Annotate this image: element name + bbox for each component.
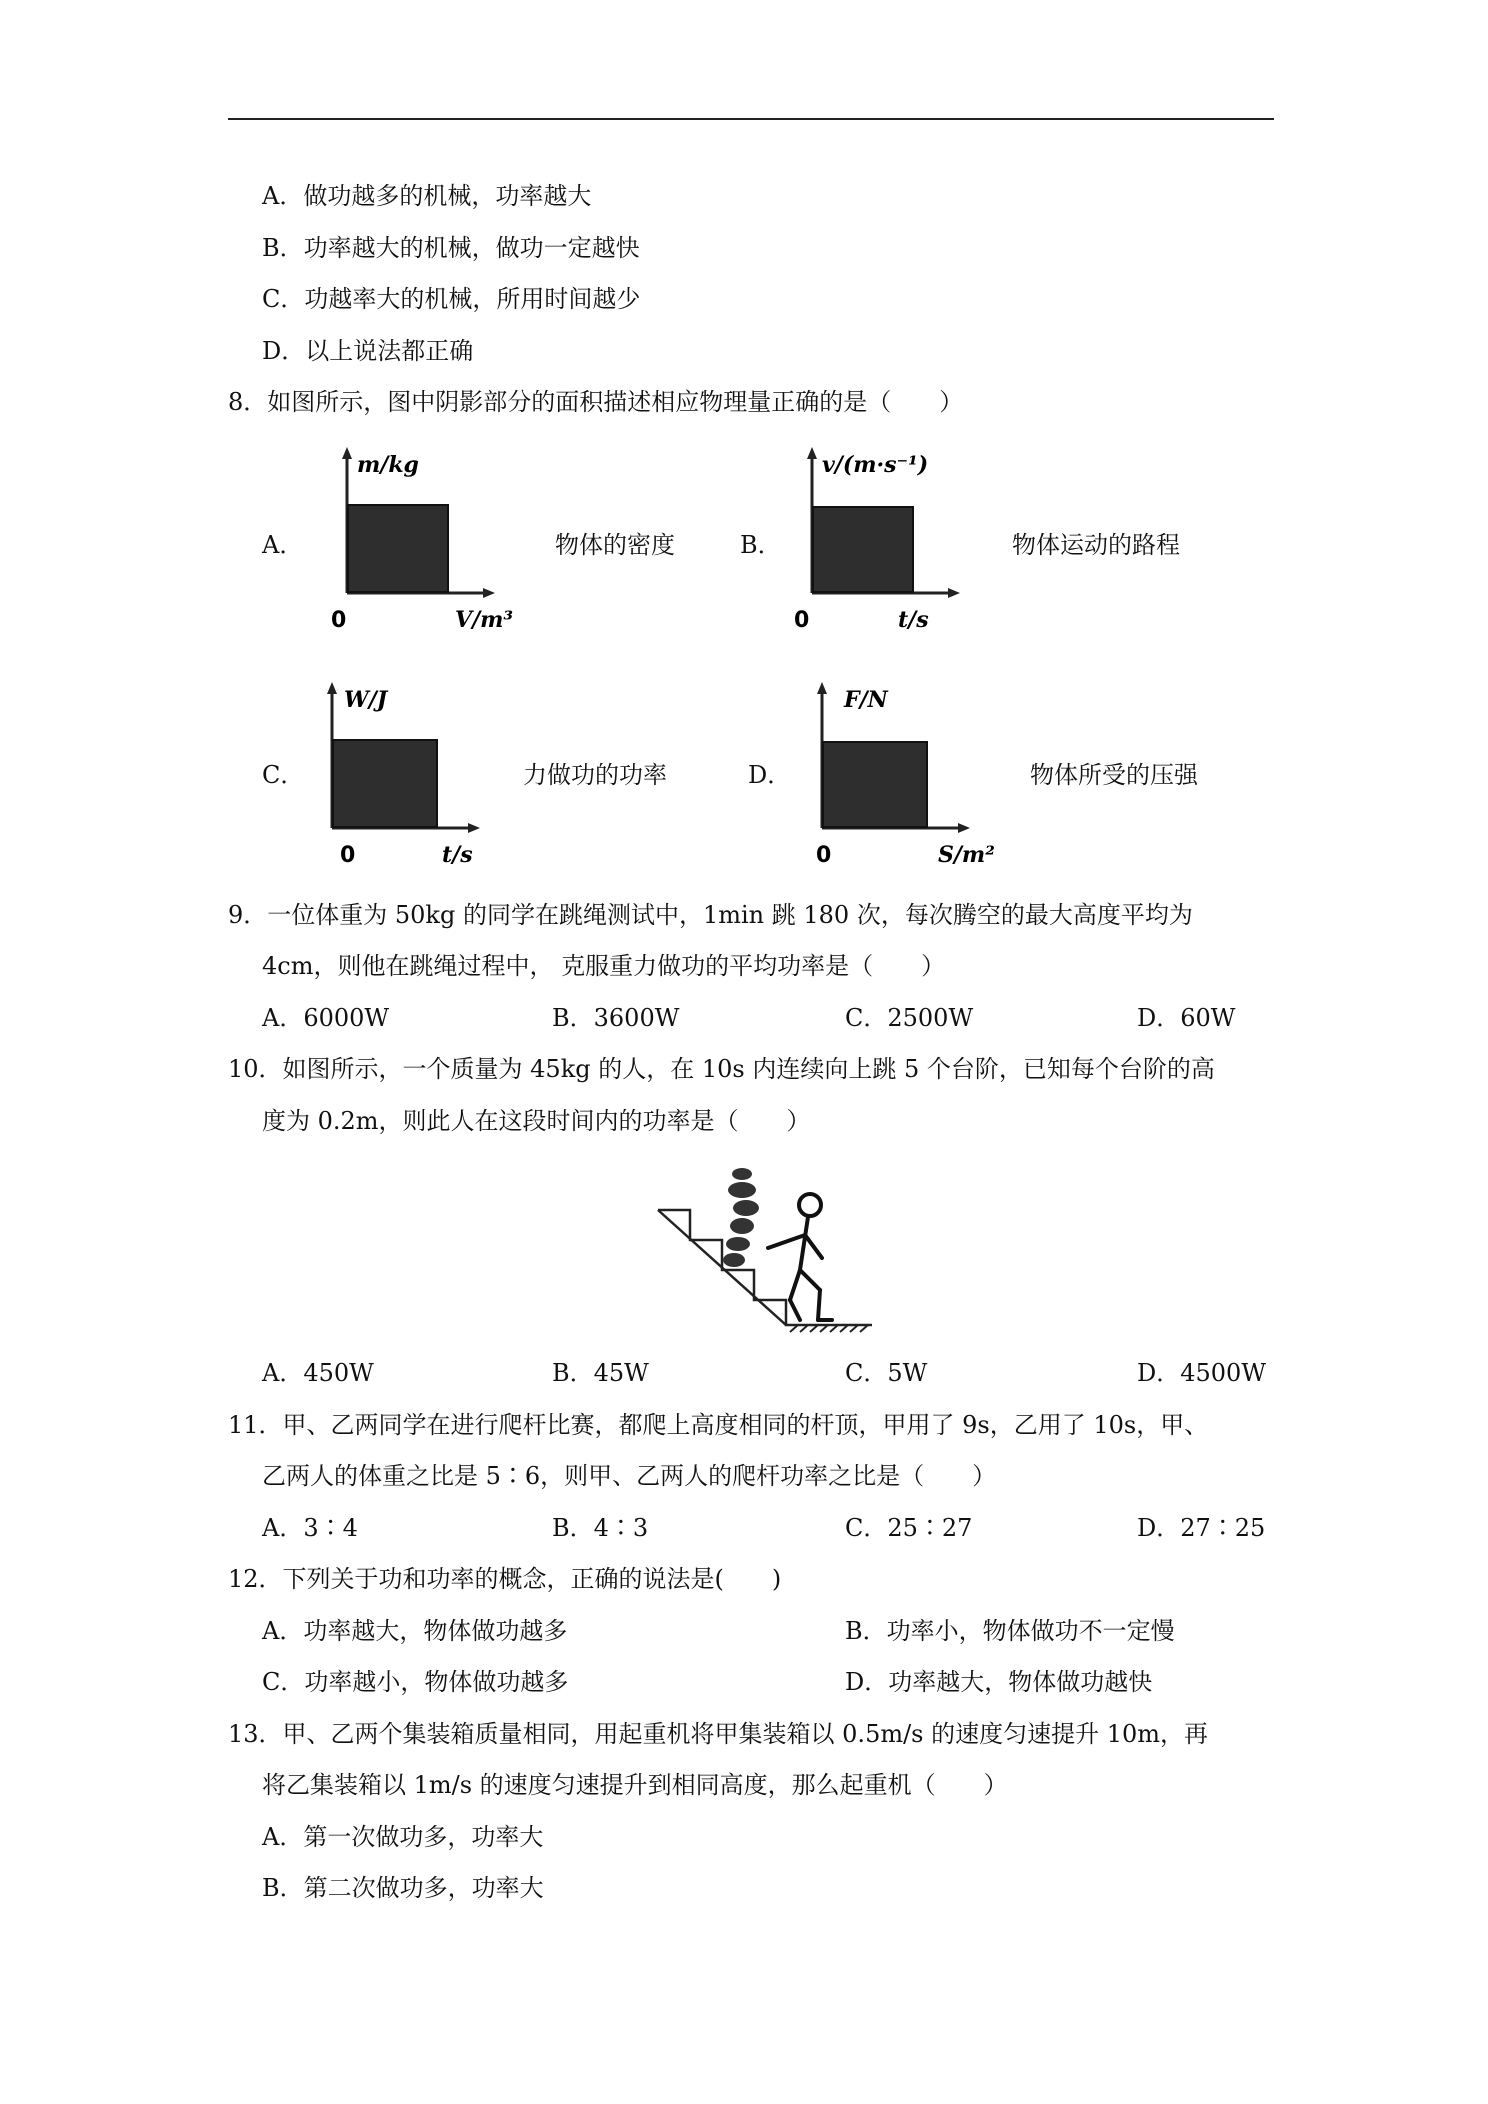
q12-option-b[interactable]: B．功率小，物体做功不一定慢 [845, 1617, 1175, 1645]
q10-option-b[interactable]: B．45W [552, 1359, 649, 1387]
graph-a-xlabel: V/m³ [455, 607, 514, 633]
q9-option-c[interactable]: C．2500W [845, 1004, 974, 1032]
q8-option-b-letter[interactable]: B． [740, 531, 782, 559]
graph-d-ylabel: F/N [844, 687, 888, 713]
q11-stem-line1: 11．甲、乙两同学在进行爬杆比赛，都爬上高度相同的杆顶，甲用了 9s，乙用了 10s，甲、 [228, 1411, 1209, 1439]
graph-b-zero: 0 [794, 608, 810, 633]
graph-b-ylabel: v/(m·s⁻¹) [822, 452, 929, 478]
q10-option-c[interactable]: C．5W [845, 1359, 928, 1387]
q7-option-b[interactable]: B．功率越大的机械，做功一定越快 [262, 234, 640, 262]
q9-stem-line2: 4cm，则他在跳绳过程中， 克服重力做功的平均功率是（ ） [262, 952, 946, 980]
graph-c-ylabel: W/J [344, 687, 388, 713]
graph-d-xlabel: S/m² [938, 842, 995, 868]
q8-graph-a-caption: 物体的密度 [555, 531, 675, 559]
q7-option-c[interactable]: C．功越率大的机械，所用时间越少 [262, 285, 641, 313]
graph-b-xlabel: t/s [898, 607, 929, 633]
q8-stem: 8．如图所示，图中阴影部分的面积描述相应物理量正确的是（ ） [228, 388, 964, 416]
q12-option-a[interactable]: A．功率越大，物体做功越多 [262, 1617, 568, 1645]
q10-option-d[interactable]: D．4500W [1137, 1359, 1266, 1387]
header-rule [228, 118, 1274, 120]
q8-option-d-letter[interactable]: D． [748, 761, 792, 789]
q11-option-c[interactable]: C．25∶27 [845, 1514, 973, 1542]
q8-graph-b-caption: 物体运动的路程 [1012, 531, 1180, 559]
q11-option-a[interactable]: A．3∶4 [262, 1514, 358, 1542]
q8-option-c-letter[interactable]: C． [262, 761, 305, 789]
q12-option-d[interactable]: D．功率越大，物体做功越快 [845, 1668, 1153, 1696]
q10-stem-line1: 10．如图所示，一个质量为 45kg 的人，在 10s 内连续向上跳 5 个台阶，已知每个台阶的高 [228, 1055, 1215, 1083]
q11-stem-line2: 乙两人的体重之比是 5∶6，则甲、乙两人的爬杆功率之比是（ ） [262, 1462, 997, 1490]
graph-c-xlabel: t/s [442, 842, 473, 868]
q13-option-b[interactable]: B．第二次做功多，功率大 [262, 1874, 544, 1902]
q13-stem-line2: 将乙集装箱以 1m/s 的速度匀速提升到相同高度，那么起重机（ ） [262, 1771, 1008, 1799]
q8-graph-b [780, 445, 1000, 635]
q10-stem-line2: 度为 0.2m，则此人在这段时间内的功率是（ ） [262, 1107, 811, 1135]
q12-stem: 12．下列关于功和功率的概念，正确的说法是( ) [228, 1565, 782, 1593]
q9-option-d[interactable]: D．60W [1137, 1004, 1236, 1032]
q8-graph-d [790, 680, 1010, 870]
q9-option-b[interactable]: B．3600W [552, 1004, 680, 1032]
q10-option-a[interactable]: A．450W [262, 1359, 374, 1387]
q9-option-a[interactable]: A．6000W [262, 1004, 390, 1032]
q7-option-d[interactable]: D．以上说法都正确 [262, 337, 474, 365]
graph-a-ylabel: m/kg [357, 452, 419, 478]
q13-option-a[interactable]: A．第一次做功多，功率大 [262, 1823, 544, 1851]
q8-graph-a [315, 445, 535, 635]
q8-graph-d-caption: 物体所受的压强 [1030, 761, 1198, 789]
graph-d-zero: 0 [816, 843, 832, 868]
q7-option-a[interactable]: A．做功越多的机械，功率越大 [262, 182, 592, 210]
q11-option-b[interactable]: B．4∶3 [552, 1514, 649, 1542]
q8-option-a-letter[interactable]: A． [262, 531, 304, 559]
q9-stem-line1: 9．一位体重为 50kg 的同学在跳绳测试中，1min 跳 180 次，每次腾空的最大高度平均为 [228, 901, 1193, 929]
graph-a-zero: 0 [331, 608, 347, 633]
q8-graph-c [300, 680, 520, 870]
q8-graph-c-caption: 力做功的功率 [523, 761, 667, 789]
stairs-jumper-figure [650, 1160, 880, 1335]
graph-c-zero: 0 [340, 843, 356, 868]
q13-stem-line1: 13．甲、乙两个集装箱质量相同，用起重机将甲集装箱以 0.5m/s 的速度匀速提升 10m，再 [228, 1720, 1209, 1748]
q11-option-d[interactable]: D．27∶25 [1137, 1514, 1266, 1542]
q12-option-c[interactable]: C．功率越小，物体做功越多 [262, 1668, 569, 1696]
